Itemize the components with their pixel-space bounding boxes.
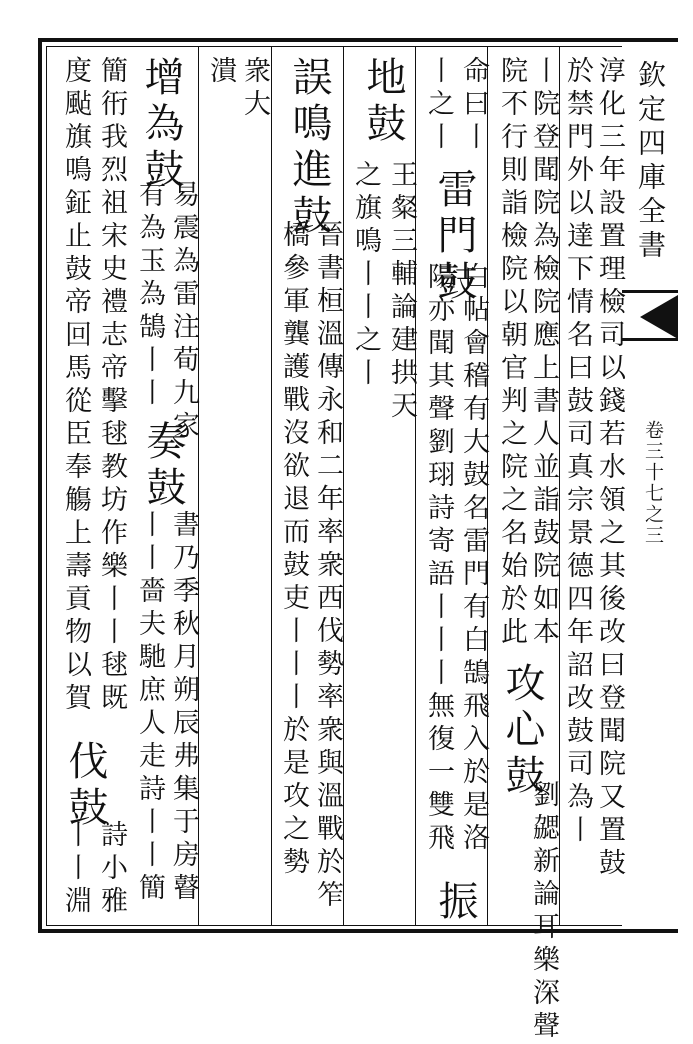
fish-tail-mark — [640, 295, 678, 339]
volume-label: 卷三十七之三 — [642, 420, 664, 546]
text-segment: 丨之丨 — [423, 56, 454, 155]
text-column: 劉勰新論耳樂深聲 — [528, 780, 559, 1044]
text-column: 衆大 — [239, 56, 270, 122]
text-column: 書乃季秋月朔辰弗集于房瞽 — [168, 510, 199, 906]
text-column — [526, 56, 560, 650]
entry-heading: 奏鼓 — [140, 420, 186, 512]
text-column: 詩小雅 — [96, 820, 127, 919]
text-segment: 命曰丨 — [458, 56, 489, 155]
text-column: 白帖會稽有大鼓名雷門有白鵠飛入於是洛 — [458, 262, 489, 856]
text-segment: 院不行則詣檢院以朝官判之院之名始於此 — [496, 56, 527, 650]
text-column: 之旗鳴丨丨之丨 — [350, 160, 381, 391]
text-column: 易震為雷注荀九家 — [168, 180, 199, 444]
text-column: 於禁門外以達下情名曰鼓司真宗景德四年詔改鼓司為丨 — [562, 56, 593, 848]
text-column: 丨丨嗇夫馳庶人走詩丨丨簡 — [134, 510, 165, 906]
text-column: 淳化三年設置理檢司以錢若水領之其後改曰登聞院又置鼓 — [594, 56, 625, 881]
text-column: 潰 — [205, 56, 236, 89]
text-column: 度颭旗鳴鉦止鼓帝回馬從臣奉觴上壽貢物以賀 — [60, 56, 91, 716]
fish-tail-bottom-rule — [622, 338, 678, 341]
entry-heading: 誤鳴進鼓 — [286, 56, 332, 240]
text-segment: 丨院登聞院為檢院應上書人並詣鼓院如本 — [528, 56, 559, 650]
text-column: 晉書桓溫傳永和二年率衆西伐勢率衆與溫戰於笮 — [312, 220, 343, 913]
entry-heading: 地鼓 — [360, 56, 406, 148]
fish-tail-top-rule — [622, 290, 678, 293]
text-column: 簡衎我烈祖宋史禮志帝擊毬教坊作樂丨丨毬既 — [96, 56, 127, 716]
entry-heading: 攻心鼓 — [499, 662, 545, 800]
text-column: 橋參軍龔護戰沒欲退而鼓吏丨丨丨於是攻之勢 — [278, 220, 309, 880]
text-column: 陽亦聞其聲劉珝詩寄語丨丨丨無復一雙飛 — [423, 262, 454, 856]
text-column: 王粲三輔論建拱天 — [386, 160, 417, 424]
text-column: 有為玉為鵠丨丨 — [134, 180, 165, 411]
book-title: 欽定四庫全書 — [634, 60, 667, 264]
entry-heading: 振 — [432, 880, 478, 926]
text-column: 丨丨淵 — [60, 820, 91, 919]
text-column — [421, 56, 455, 155]
entry-heading: 增為鼓 — [138, 56, 184, 194]
text-column — [494, 56, 528, 650]
entry-heading: 伐鼓 — [62, 740, 108, 832]
text-column — [456, 56, 490, 155]
column-rule — [271, 46, 272, 926]
entry-heading: 雷門鼓 — [431, 168, 477, 306]
